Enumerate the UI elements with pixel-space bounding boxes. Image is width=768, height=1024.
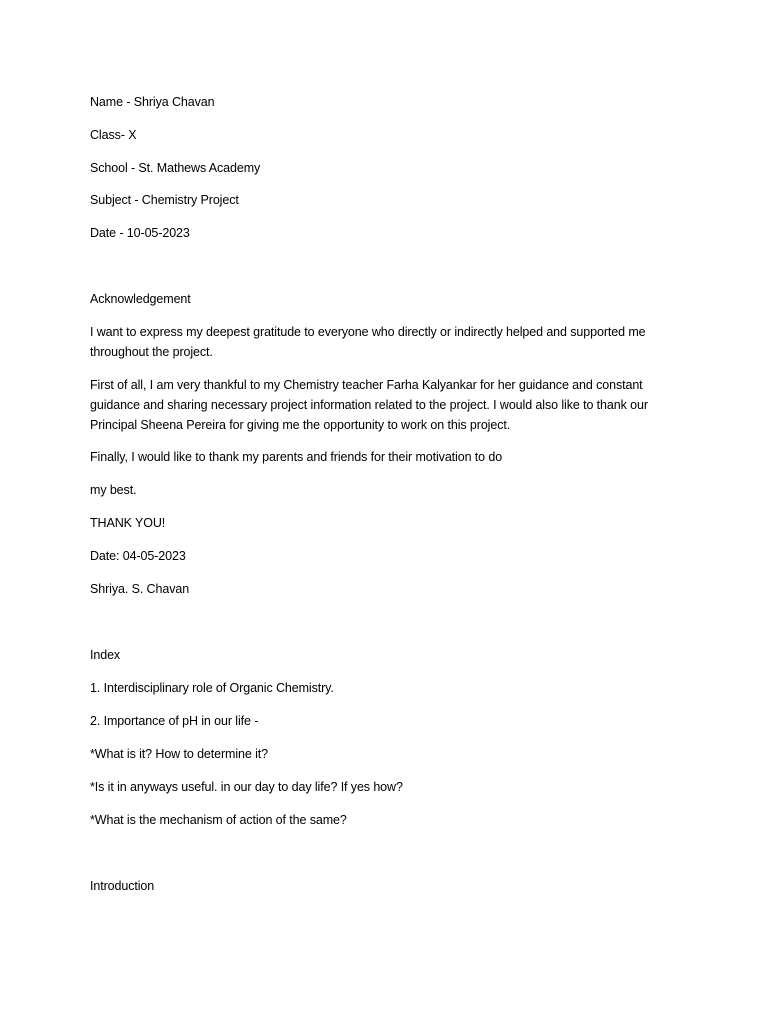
index-item: *What is the mechanism of action of the same? [90,813,347,827]
acknowledgement-paragraph-3-end: my best. [90,483,137,497]
index-item: *What is it? How to determine it? [90,747,269,761]
paragraph-line: Principal Sheena Pereira for giving me the opportunity to work on this project. [90,418,511,432]
paragraph-line: I want to express my deepest gratitude to everyone who directly or indirectly helped and supported me [90,325,646,339]
acknowledgement-paragraph-3: Finally, I would like to thank my parents and friends for their motivation to do [90,450,503,464]
paragraph-line: guidance and sharing necessary project information related to the project. I would also like to thank our [90,398,648,412]
paragraph-line: throughout the project. [90,345,213,359]
index-item: 1. Interdisciplinary role of Organic Chemistry. [90,681,334,695]
acknowledgement-date: Date: 04-05-2023 [90,549,186,563]
introduction-heading: Introduction [90,879,155,893]
student-name: Name - Shriya Chavan [90,95,215,109]
acknowledgement-paragraph-1 [90,322,690,362]
student-class: Class- X [90,128,137,142]
school-name: School - St. Mathews Academy [90,161,261,175]
acknowledgement-paragraph-2 [90,375,690,435]
acknowledgement-heading: Acknowledgement [90,292,191,306]
thank-you-text: THANK YOU! [90,516,166,530]
index-item: 2. Importance of pH in our life - [90,714,259,728]
signature-name: Shriya. S. Chavan [90,582,190,596]
paragraph-line: First of all, I am very thankful to my Chemistry teacher Farha Kalyankar for her guidance and constant [90,378,643,392]
index-heading: Index [90,648,121,662]
submission-date: Date - 10-05-2023 [90,226,190,240]
index-item: *Is it in anyways useful. in our day to day life? If yes how? [90,780,403,794]
subject: Subject - Chemistry Project [90,193,239,207]
